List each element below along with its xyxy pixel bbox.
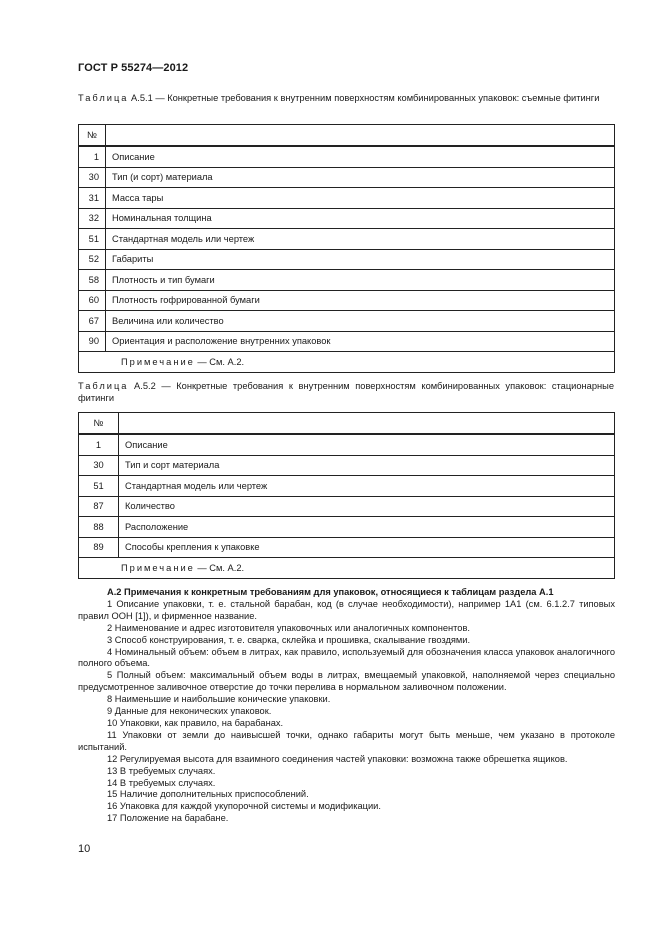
table-row — [79, 146, 615, 167]
row-number: 52 — [79, 249, 106, 270]
table-note-row — [79, 558, 615, 579]
table-row — [79, 331, 615, 352]
row-text: Плотность гофрированной бумаги — [106, 290, 615, 311]
table2-caption-label: Таблица — [78, 381, 129, 391]
note-paragraph: 8 Наименьшие и наибольшие конические упаковки. — [107, 694, 331, 705]
note-label: Примечание — [121, 562, 195, 573]
table1 — [78, 124, 615, 373]
row-number: 89 — [79, 537, 119, 558]
note-text: — См. А.2. — [194, 562, 245, 573]
note-paragraph: 13 В требуемых случаях. — [107, 765, 216, 776]
row-number: 31 — [79, 188, 106, 209]
note-paragraph: 12 Регулируемая высота для взаимного соединения частей упаковки: возможна также обрешетка ящиков. — [107, 753, 568, 764]
table-header-empty — [119, 413, 615, 435]
table-note-row — [79, 352, 615, 373]
table-header-row — [79, 413, 615, 435]
table2 — [78, 412, 615, 579]
note-text: — См. А.2. — [194, 356, 245, 367]
note-paragraph: 4 Номинальный объем: объем в литрах, как правило, используемый для обозначения класса упаковок аналогичного полного объема. — [78, 646, 615, 669]
note-paragraph: 2 Наименование и адрес изготовителя упаковочных или аналогичных компонентов. — [107, 622, 471, 633]
row-number: 87 — [79, 496, 119, 517]
table1-caption-label: Таблица — [78, 93, 129, 103]
notes-section — [78, 587, 615, 825]
row-text: Тип (и сорт) материала — [106, 167, 615, 188]
note-paragraph: 3 Способ конструирования, т. е. сварка, склейка и прошивка, скалывание гвоздями. — [107, 634, 471, 645]
row-number: 60 — [79, 290, 106, 311]
row-text: Плотность и тип бумаги — [106, 270, 615, 291]
table1-caption-text: А.5.1 — Конкретные требования к внутренним поверхностям комбинированных упаковок: съемные фитинги — [128, 93, 600, 103]
row-number: 30 — [79, 455, 119, 476]
row-text: Ориентация и расположение внутренних упаковок — [106, 331, 615, 352]
table-row — [79, 455, 615, 476]
row-number: 51 — [79, 476, 119, 497]
table-row — [79, 517, 615, 538]
row-text: Расположение — [119, 517, 615, 538]
note-paragraph: 17 Положение на барабане. — [107, 813, 229, 824]
table-header-num: № — [79, 413, 119, 435]
row-text: Описание — [119, 434, 615, 455]
table-row — [79, 229, 615, 250]
note-paragraph: 11 Упаковки от земли до наивысшей точки, однако габариты могут быть меньше, чем указано в протоколе испытаний. — [78, 729, 615, 752]
table-row — [79, 208, 615, 229]
note-paragraph: 1 Описание упаковки, т. е. стальной барабан, код (в случае необходимости), например 1А1 (см. 6.1.2.7 типовых правил ООН [1]), и фирменное название. — [78, 598, 615, 621]
row-number: 58 — [79, 270, 106, 291]
table1-caption — [78, 92, 614, 104]
table-row — [79, 537, 615, 558]
note-paragraph: 14 В требуемых случаях. — [107, 777, 216, 788]
note-paragraph: 5 Полный объем: максимальный объем воды в литрах, вмещаемый упаковкой, наполняемой через специально предусмотренное заливочное отверстие до точки перелива в нормальном заливочном положении. — [78, 670, 615, 693]
page-number: 10 — [78, 843, 91, 855]
table-note — [79, 558, 615, 579]
row-number: 32 — [79, 208, 106, 229]
row-number: 88 — [79, 517, 119, 538]
note-paragraph: 15 Наличие дополнительных приспособлений. — [107, 789, 309, 800]
table-row — [79, 496, 615, 517]
row-text: Величина или количество — [106, 311, 615, 332]
note-label: Примечание — [121, 356, 195, 367]
table2-caption-text: А.5.2 — Конкретные требования к внутренним поверхностям комбинированных упаковок: стационарные фитинги — [78, 381, 614, 403]
table-header-empty — [106, 125, 615, 147]
section-title: А.2 Примечания к конкретным требованиям для упаковок, относящиеся к таблицам раздела А.1 — [107, 587, 554, 597]
table-note — [79, 352, 615, 373]
row-text: Описание — [106, 146, 615, 167]
table-header-num: № — [79, 125, 106, 147]
table-row — [79, 311, 615, 332]
row-text: Масса тары — [106, 188, 615, 209]
row-number: 1 — [79, 434, 119, 455]
row-text: Количество — [119, 496, 615, 517]
table-row — [79, 270, 615, 291]
row-text: Тип и сорт материала — [119, 455, 615, 476]
row-text: Стандартная модель или чертеж — [119, 476, 615, 497]
table-header-row — [79, 125, 615, 147]
row-number: 67 — [79, 311, 106, 332]
row-text: Номинальная толщина — [106, 208, 615, 229]
note-paragraph: 16 Упаковка для каждой укупорочной системы и модификации. — [107, 801, 381, 812]
row-number: 90 — [79, 331, 106, 352]
document-header: ГОСТ Р 55274—2012 — [78, 62, 189, 74]
table-row — [79, 249, 615, 270]
row-number: 51 — [79, 229, 106, 250]
note-paragraph: 9 Данные для неконических упаковок. — [107, 706, 272, 717]
row-number: 30 — [79, 167, 106, 188]
table-row — [79, 434, 615, 455]
table-row — [79, 290, 615, 311]
row-number: 1 — [79, 146, 106, 167]
row-text: Способы крепления к упаковке — [119, 537, 615, 558]
row-text: Стандартная модель или чертеж — [106, 229, 615, 250]
note-paragraph: 10 Упаковки, как правило, на барабанах. — [107, 717, 284, 728]
table-row — [79, 476, 615, 497]
table-row — [79, 188, 615, 209]
row-text: Габариты — [106, 249, 615, 270]
table-row — [79, 167, 615, 188]
table2-caption — [78, 380, 614, 404]
